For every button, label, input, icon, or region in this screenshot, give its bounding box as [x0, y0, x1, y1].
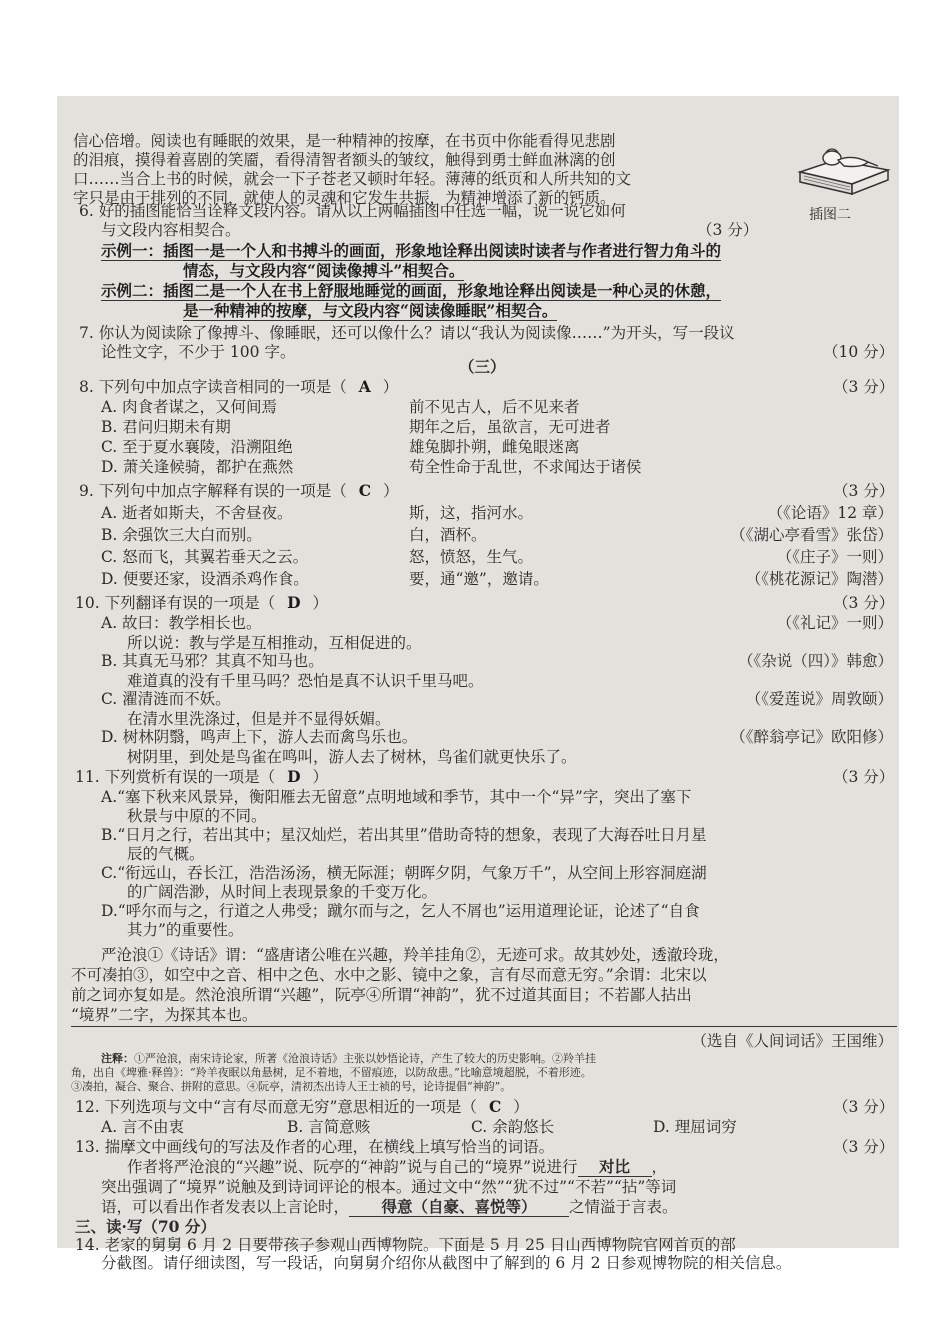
q6-line-1: 6. 好的插图能恰当诠释文段内容。请从以上两幅插图中任选一幅，说一说它如何	[79, 202, 626, 220]
q13-line-1: 13. 揣摩文中画线句的写法及作者的心理，在横线上填写恰当的词语。	[75, 1138, 555, 1156]
q13-blank-1: 对比	[578, 1158, 652, 1177]
q10-item-a-translation: 所以说：教与学是互相推动，互相促进的。	[127, 634, 422, 652]
notes-line-3: ③凑拍，凝合、聚合、拼附的意思。④阮亭，清初杰出诗人王士祯的号，论诗提倡“神韵”。	[71, 1080, 512, 1093]
q8-stem	[79, 378, 398, 396]
q8-option-a-pair: 前不见古人，后不见来者	[409, 398, 580, 416]
q13-line-2-end: ，	[651, 1158, 668, 1176]
q11-stem-text: 11. 下列赏析有误的一项是（	[75, 768, 276, 786]
q9-option-b-gloss: 白，酒杯。	[409, 526, 487, 544]
q11-answer: D	[287, 767, 301, 786]
q11-option-d-2: 其力”的重要性。	[127, 921, 244, 939]
q12-option-c: C. 余韵悠长	[471, 1118, 555, 1136]
q12-stem	[75, 1098, 529, 1116]
q6-example-1-line-1: 示例一：插图一是一个人和书搏斗的画面，形象地诠释出阅读时读者与作者进行智力角斗的	[101, 241, 722, 260]
q11-option-b-1: B.“日月之行，若出其中；星汉灿烂，若出其里”借助奇特的想象，表现了大海吞吐日月星	[101, 826, 707, 844]
passage-line-1: 严沧浪①《诗话》谓：“盛唐诸公唯在兴趣，羚羊挂角②，无迹可求。故其妙处，透澈玲珑，	[101, 946, 729, 964]
q8-option-a: A. 肉食者谋之，又何间焉	[101, 398, 278, 416]
q9-option-d-gloss: 要，通“邀”，邀请。	[409, 570, 549, 588]
underline-rule	[71, 1026, 897, 1027]
passage-source: （选自《人间词话》王国维）	[691, 1032, 893, 1050]
q12-option-d: D. 理屈词穷	[653, 1118, 737, 1136]
q10-item-c-translation: 在清水里洗涤过，但是并不显得妖媚。	[127, 710, 391, 728]
q7-line-2: 论性文字，不少于 100 字。	[101, 343, 296, 361]
q9-answer: C	[358, 481, 372, 500]
exam-page	[57, 96, 899, 1272]
q6-line-2: 与文段内容相契合。	[101, 221, 241, 239]
q6-example-2-line-2: 是一种精神的按摩，与文段内容“阅读像睡眠”相契合。	[183, 301, 558, 320]
q10-item-b: B. 其真无马邪？其真不知马也。	[101, 652, 324, 670]
q9-option-b: B. 余强饮三大白而别。	[101, 526, 262, 544]
q11-option-c-1: C.“衔远山，吞长江，浩浩汤汤，横无际涯；朝晖夕阴，气象万千”，从空间上形容洞庭湖	[101, 864, 707, 882]
q9-stem	[79, 482, 399, 500]
q13-line-4-text: 语，可以看出作者发表以上言论时，	[101, 1198, 350, 1216]
q9-option-a-gloss: 斯，这，指河水。	[409, 504, 534, 522]
notes-line-1: ①严沧浪，南宋诗论家，所著《沧浪诗话》主张以妙悟论诗，产生了较大的历史影响。②羚羊挂	[134, 1052, 596, 1065]
q10-close: ）	[312, 594, 329, 612]
q10-item-d-translation: 树阴里，到处是鸟雀在鸣叫，游人去了树林，鸟雀们就更快乐了。	[127, 748, 577, 766]
q9-score: （3 分）	[833, 482, 895, 500]
q12-option-a: A. 言不由衷	[101, 1118, 185, 1136]
q6-example-1-line-2: 情态，与文段内容“阅读像搏斗”相契合。	[183, 261, 465, 280]
q13-line-3: 突出强调了“境界”说触及到诗词评论的根本。通过文中“然”“犹不过”“不若”“拈”等词	[101, 1178, 677, 1196]
q8-option-d-pair: 苟全性命于乱世，不求闻达于诸侯	[409, 458, 642, 476]
q8-option-d: D. 萧关逢候骑，都护在燕然	[101, 458, 294, 476]
q13-line-4-end: 之情溢于言表。	[569, 1198, 678, 1216]
q9-option-a: A. 逝者如斯夫，不舍昼夜。	[101, 504, 293, 522]
q7-line-1: 7. 你认为阅读除了像搏斗、像睡眠，还可以像什么？请以“我认为阅读像……”为开头，写一段议	[79, 324, 735, 342]
q9-option-c-source: （《庄子》一则）	[776, 548, 893, 566]
section-read-write-heading: 三、读·写（70 分）	[75, 1217, 216, 1236]
q11-close: ）	[312, 768, 329, 786]
q10-stem	[75, 594, 328, 612]
q11-option-a-2: 秋景与中原的不同。	[127, 807, 267, 825]
q13-score: （3 分）	[833, 1138, 895, 1156]
q9-option-d: D. 便要还家，设酒杀鸡作食。	[101, 570, 309, 588]
q8-option-b: B. 君问归期未有期	[101, 418, 231, 436]
intro-line-1: 信心倍增。阅读也有睡眠的效果，是一种精神的按摩，在书页中你能看得见悲剧	[73, 132, 616, 150]
q14-line-2: 分截图。请仔细读图，写一段话，向舅舅介绍你从截图中了解到的 6 月 2 日参观博物院的相关信息。	[101, 1254, 792, 1272]
q10-item-a: A. 故曰：教学相长也。	[101, 614, 262, 632]
q10-item-b-translation: 难道真的没有千里马吗？恐怕是真不认识千里马吧。	[127, 672, 484, 690]
q6-example-2-line-1: 示例二：插图二是一个人在书上舒服地睡觉的画面，形象地诠释出阅读是一种心灵的休憩，	[101, 281, 722, 300]
q8-option-c-pair: 雄兔脚扑朔，雌兔眼迷离	[409, 438, 580, 456]
q8-stem-text: 8. 下列句中加点字读音相同的一项是（	[79, 378, 347, 396]
q10-answer: D	[287, 593, 301, 612]
passage-line-2: 不可凑拍③，如空中之音、相中之色、水中之影、镜中之象，言有尽而意无穷。”余谓：北宋以	[71, 966, 707, 984]
passage-line-4: “境界”二字，为探其本也。	[71, 1006, 258, 1024]
q11-stem	[75, 768, 328, 786]
q8-score: （3 分）	[833, 378, 895, 396]
q7-score: （10 分）	[823, 343, 895, 361]
q13-line-2-text: 作者将严沧浪的“兴趣”说、阮亭的“神韵”说与自己的“境界”说进行	[127, 1158, 578, 1176]
q11-score: （3 分）	[833, 768, 895, 786]
q12-stem-text: 12. 下列选项与文中“言有尽而意无穷”意思相近的一项是（	[75, 1098, 477, 1116]
q12-score: （3 分）	[833, 1098, 895, 1116]
q9-option-c: C. 怒而飞，其翼若垂天之云。	[101, 548, 309, 566]
q10-item-d: D. 树林阴翳，鸣声上下，游人去而禽鸟乐也。	[101, 728, 418, 746]
illustration-caption: 插图二	[809, 207, 851, 223]
q12-answer: C	[488, 1097, 502, 1116]
q10-item-c: C. 濯清涟而不妖。	[101, 690, 231, 708]
q9-option-c-gloss: 怒，愤怒，生气。	[409, 548, 534, 566]
intro-line-4: 字只是由于排列的不同，就使人的灵魂和它发生共振，为精神增添了新的钙质。	[73, 189, 616, 207]
q12-close: ）	[513, 1098, 529, 1116]
q11-option-b-2: 辰的气概。	[127, 845, 205, 863]
q8-option-b-pair: 期年之后，虽欲言，无可进者	[409, 418, 611, 436]
q12-option-b: B. 言简意赅	[287, 1118, 371, 1136]
q10-item-a-source: （《礼记》一则）	[776, 614, 893, 632]
notes-line-2: 角，出自《埤雅·释兽》：“羚羊夜眠以角悬树，足不着地，不留痕迹，以防敌患。”比喻意境超脱，不着形迹。	[71, 1066, 592, 1079]
q14-line-1: 14. 老家的舅舅 6 月 2 日要带孩子参观山西博物院。下面是 5 月 25 日山西博物院官网首页的部	[75, 1236, 736, 1254]
q8-option-c: C. 至于夏水襄陵，沿溯阻绝	[101, 438, 293, 456]
q10-stem-text: 10. 下列翻译有误的一项是（	[75, 594, 276, 612]
q8-answer: A	[358, 377, 371, 396]
q8-close: ）	[382, 378, 399, 396]
q10-item-b-source: （《杂说（四）》韩愈）	[737, 652, 893, 670]
notes-label: 注释：	[101, 1052, 134, 1065]
intro-line-2: 的泪痕，摸得着喜剧的笑靥，看得清智者额头的皱纹，触得到勇士鲜血淋漓的创	[73, 151, 616, 169]
intro-line-3: 口……当合上书的时候，就会一下子苍老又顿时年轻。薄薄的纸页和人所共知的文	[73, 170, 632, 188]
q9-option-b-source: （《湖心亭看雪》张岱）	[730, 526, 893, 544]
q10-item-c-source: （《爱莲说》周敦颐）	[745, 690, 893, 708]
q6-score: （3 分）	[697, 221, 759, 239]
q11-option-d-1: D.“呼尔而与之，行道之人弗受；蹴尔而与之，乞人不屑也”运用道理论证，论述了“自食	[101, 902, 700, 920]
q11-option-c-2: 的广阔浩渺，从时间上表现景象的千变万化。	[127, 883, 438, 901]
q10-item-d-source: （《醉翁亭记》欧阳修）	[730, 728, 893, 746]
q11-option-a-1: A.“塞下秋来风景异，衡阳雁去无留意”点明地域和季节，其中一个“异”字，突出了塞下	[101, 788, 692, 806]
section-3-heading: （三）	[459, 357, 506, 376]
q9-option-a-source: （《论语》12 章）	[767, 504, 893, 522]
passage-line-3: 前之词亦复如是。然沧浪所谓“兴趣”，阮亭④所谓“神韵”，犹不过道其面目；不若鄙人拈出	[71, 986, 692, 1004]
q13-blank-2: 得意（自豪、喜悦等）	[349, 1198, 569, 1217]
sleeping-on-book-illustration	[792, 132, 892, 196]
q10-score: （3 分）	[833, 594, 895, 612]
q9-close: ）	[383, 482, 399, 500]
q9-stem-text: 9. 下列句中加点字解释有误的一项是（	[79, 482, 347, 500]
q9-option-d-source: （《桃花源记》陶潜）	[745, 570, 893, 588]
